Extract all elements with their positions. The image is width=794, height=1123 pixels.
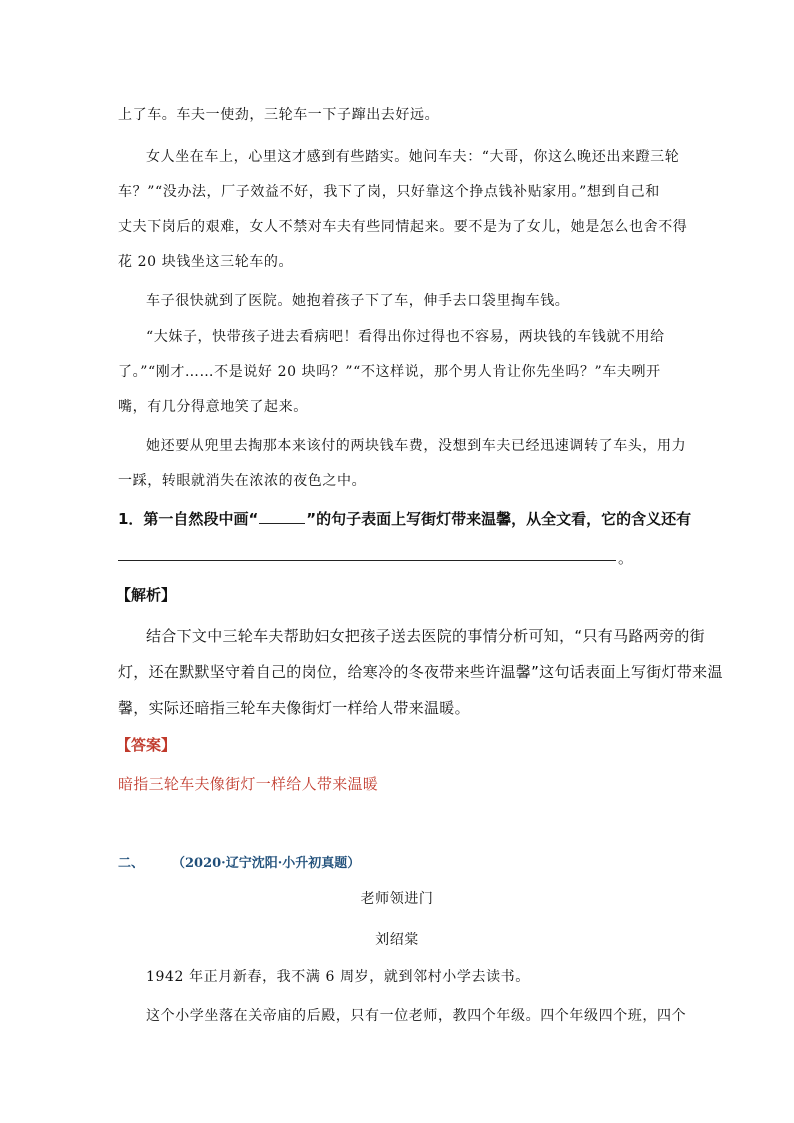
- answer-blank-line: [118, 560, 616, 561]
- section-number: 二、: [118, 856, 145, 871]
- question-1: [118, 508, 691, 529]
- question-inline-blank: [259, 511, 305, 524]
- story-line: 她还要从兜里去掏那本来该付的两块钱车费，没想到车夫已经迅速调转了车头，用力: [146, 438, 687, 454]
- story-line: 这个小学坐落在关帝庙的后殿，只有一位老师，教四个年级。四个年级四个班，四个: [146, 1008, 687, 1024]
- question-text-part1: 1．第一自然段中画“: [118, 510, 259, 528]
- story-line: 车子很快就到了医院。她抱着孩子下了车，伸手去口袋里掏车钱。: [146, 293, 570, 309]
- story-line: 车？”“没办法，厂子效益不好，我下了岗，只好靠这个挣点钱补贴家用。”想到自己和: [118, 184, 660, 200]
- story-line: 1942 年正月新春，我不满 6 周岁，就到邻村小学去读书。: [146, 969, 530, 985]
- story-line: 丈夫下岗后的艰难，女人不禁对车夫有些同情起来。要不是为了女儿，她是怎么也舍不得: [118, 219, 688, 235]
- analysis-label: 【解析】: [116, 586, 177, 604]
- analysis-line: 灯，还在默默坚守着自己的岗位，给寒冷的冬夜带来些许温馨”这句话表面上写街灯带来温: [118, 663, 723, 681]
- answer-label: 【答案】: [116, 736, 177, 754]
- story-line: 一踩，转眼就消失在浓浓的夜色之中。: [118, 473, 367, 489]
- analysis-line: 结合下文中三轮车夫帮助妇女把孩子送去医院的事情分析可知，“只有马路两旁的街: [146, 627, 705, 645]
- story-line: 嘴，有几分得意地笑了起来。: [118, 399, 308, 415]
- story-line: 上了车。车夫一使劲，三轮车一下子蹿出去好远。: [118, 107, 440, 123]
- section-source: （2020·辽宁沈阳·小升初真题）: [172, 856, 361, 871]
- story-author: 刘绍棠: [375, 932, 419, 948]
- answer-text: 暗指三轮车夫像街灯一样给人带来温暖: [118, 775, 379, 793]
- question-text-part2: ”的句子表面上写街灯带来温馨，从全文看，它的含义还有: [306, 510, 692, 528]
- analysis-line: 馨，实际还暗指三轮车夫像街灯一样给人带来温暖。: [118, 699, 470, 717]
- story-line: 女人坐在车上，心里这才感到有些踏实。她问车夫：“大哥，你这么晚还出来蹬三轮: [146, 149, 680, 165]
- story-line: “大妹子，快带孩子进去看病吧！看得出你过得也不容易，两块钱的车钱就不用给: [146, 329, 665, 345]
- story-line: 了。”“刚才……不是说好 20 块吗？”“不这样说，那个男人肯让你先坐吗？”车夫咧开: [118, 364, 661, 380]
- story-line: 花 20 块钱坐这三轮车的。: [118, 254, 294, 270]
- story-title: 老师领进门: [360, 891, 434, 907]
- answer-blank-end-mark: 。: [618, 549, 634, 567]
